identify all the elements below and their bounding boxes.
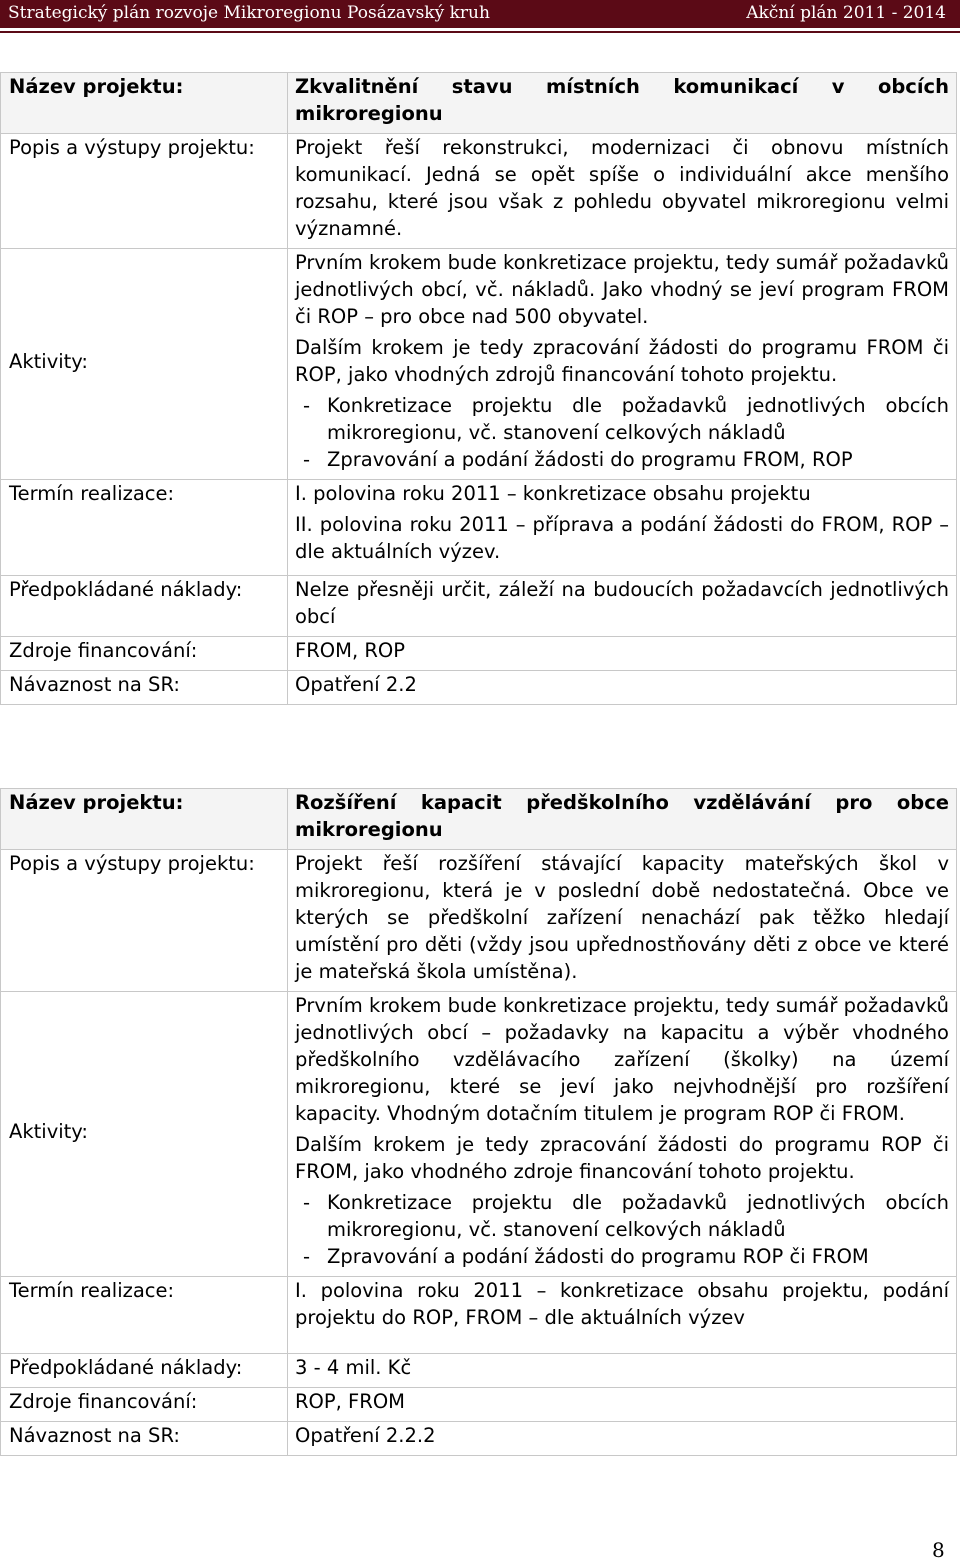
activity-item: - Zpravování a podání žádosti do programu ROP či FROM xyxy=(303,1245,869,1268)
running-header xyxy=(0,0,960,28)
row-nazev xyxy=(1,789,957,850)
activity-paragraph: Prvním krokem bude konkretizace projektu, tedy sumář požadavků jednotlivých obcí – požadavky na kapacitu a výběr vhodného předškolního vzdělávacího zařízení (školky) na území mikroregionu, které se jeví jako nejvhodnější pro rozšíření kapacity. Vhodným dotačním titulem je program ROP či FROM. xyxy=(295,994,949,1125)
row-popis xyxy=(1,850,957,992)
row-zdroje xyxy=(1,637,957,671)
activity-item: - Konkretizace projektu dle požadavků jednotlivých obcích mikroregionu, vč. stanovení celkových nákladů xyxy=(303,1191,949,1241)
activity-paragraph: Prvním krokem bude konkretizace projektu, tedy sumář požadavků jednotlivých obcí, vč. nákladů. Jako vhodný se jeví program FROM či ROP – pro obce nad 500 obyvatel. xyxy=(295,251,949,328)
project-schedule xyxy=(288,480,957,576)
project-costs: Nelze přesněji určit, záleží na budoucích požadavcích jednotlivých obcí xyxy=(288,576,957,637)
activity-item: - Zpravování a podání žádosti do programu FROM, ROP xyxy=(303,448,853,471)
row-termin xyxy=(1,480,957,576)
header-title: Strategický plán rozvoje Mikroregionu Posázavský kruh xyxy=(8,3,490,23)
project-activities xyxy=(288,992,957,1277)
row-aktivity xyxy=(1,992,957,1277)
row-popis xyxy=(1,134,957,249)
label-aktivity: Aktivity: xyxy=(1,992,288,1277)
label-zdroje: Zdroje financování: xyxy=(1,1388,288,1422)
project-link: Opatření 2.2.2 xyxy=(288,1422,957,1456)
row-nazev xyxy=(1,73,957,134)
page-number: 8 xyxy=(932,1538,945,1562)
project-name: Rozšíření kapacit předškolního vzdělávání pro obce mikroregionu xyxy=(288,789,957,850)
row-navaznost xyxy=(1,1422,957,1456)
row-navaznost xyxy=(1,671,957,705)
label-popis: Popis a výstupy projektu: xyxy=(1,850,288,992)
label-zdroje: Zdroje financování: xyxy=(1,637,288,671)
project-table-1 xyxy=(0,72,957,705)
project-description: Projekt řeší rozšíření stávající kapacity mateřských škol v mikroregionu, která je v poslední době nedostatečná. Obce ve kterých se předškolní zařízení nenachází pak těžko hledají umístění pro děti (vždy jsou upřednostňovány děti z obce ve které je mateřská škola umístěna). xyxy=(288,850,957,992)
label-aktivity: Aktivity: xyxy=(1,249,288,480)
label-naklady: Předpokládané náklady: xyxy=(1,1354,288,1388)
row-aktivity xyxy=(1,249,957,480)
schedule-line: I. polovina roku 2011 – konkretizace obsahu projektu, podání projektu do ROP, FROM – dle aktuálních výzev xyxy=(295,1279,949,1329)
row-naklady xyxy=(1,576,957,637)
project-costs: 3 - 4 mil. Kč xyxy=(288,1354,957,1388)
header-plan: Akční plán 2011 - 2014 xyxy=(746,3,946,23)
row-zdroje xyxy=(1,1388,957,1422)
schedule-line: II. polovina roku 2011 – příprava a podání žádosti do FROM, ROP – dle aktuálních výzev. xyxy=(295,513,949,563)
activity-paragraph: Dalším krokem je tedy zpracování žádosti do programu FROM či ROP, jako vhodných zdrojů financování tohoto projektu. xyxy=(295,336,949,386)
project-name: Zkvalitnění stavu místních komunikací v obcích mikroregionu xyxy=(288,73,957,134)
activity-item: - Konkretizace projektu dle požadavků jednotlivých obcích mikroregionu, vč. stanovení celkových nákladů xyxy=(303,394,949,444)
project-funding: FROM, ROP xyxy=(288,637,957,671)
schedule-line: I. polovina roku 2011 – konkretizace obsahu projektu xyxy=(295,482,811,505)
row-naklady xyxy=(1,1354,957,1388)
label-termin: Termín realizace: xyxy=(1,1277,288,1354)
project-schedule xyxy=(288,1277,957,1354)
label-nazev: Název projektu: xyxy=(1,789,288,850)
label-termin: Termín realizace: xyxy=(1,480,288,576)
label-naklady: Předpokládané náklady: xyxy=(1,576,288,637)
row-termin xyxy=(1,1277,957,1354)
project-description: Projekt řeší rekonstrukci, modernizaci či obnovu místních komunikací. Jedná se opět spíše o individuální akce menšího rozsahu, které jsou však z pohledu obyvatel mikroregionu velmi významné. xyxy=(288,134,957,249)
project-funding: ROP, FROM xyxy=(288,1388,957,1422)
label-navaznost: Návaznost na SR: xyxy=(1,671,288,705)
label-navaznost: Návaznost na SR: xyxy=(1,1422,288,1456)
label-popis: Popis a výstupy projektu: xyxy=(1,134,288,249)
header-divider xyxy=(0,31,960,33)
project-activities xyxy=(288,249,957,480)
project-link: Opatření 2.2 xyxy=(288,671,957,705)
activity-paragraph: Dalším krokem je tedy zpracování žádosti do programu ROP či FROM, jako vhodného zdroje financování tohoto projektu. xyxy=(295,1133,949,1183)
project-table-2 xyxy=(0,788,957,1456)
label-nazev: Název projektu: xyxy=(1,73,288,134)
